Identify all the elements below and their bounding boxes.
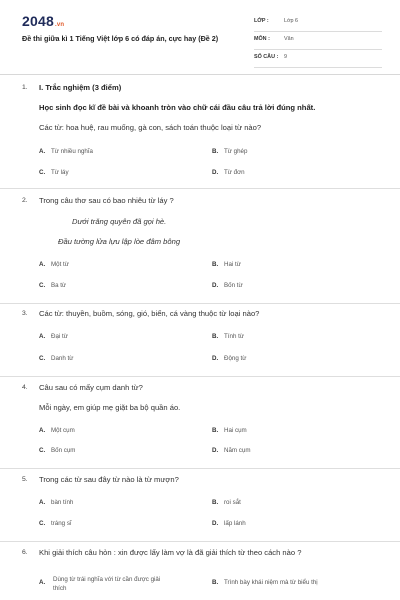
verse-line-1: Dưới trăng quyên đã gọi hè. [72, 217, 167, 226]
option-d[interactable] [212, 169, 245, 176]
logo-tld-text: .vn [54, 22, 65, 28]
option-text: Từ đơn [224, 169, 245, 176]
section-title: I. Trắc nghiệm (3 điểm) [39, 83, 122, 92]
option-text: Tính từ [224, 333, 244, 340]
question-number: 4. [22, 384, 28, 391]
meta-label: MÔN : [254, 36, 270, 42]
question-number: 1. [22, 84, 28, 91]
option-text: Trình bày khái niệm mà từ biểu thị [224, 579, 318, 586]
option-letter: B. [212, 261, 219, 268]
option-text: Động từ [224, 355, 247, 362]
option-c[interactable] [39, 520, 72, 527]
option-text: roi sắt [224, 499, 241, 506]
option-letter: A. [39, 333, 46, 340]
option-text: Từ láy [51, 169, 69, 176]
question-4 [0, 377, 400, 469]
option-letter: B. [212, 579, 219, 586]
document-title: Đề thi giữa kì 1 Tiếng Việt lớp 6 có đáp án, cực hay (Đề 2) [22, 34, 219, 43]
option-d[interactable] [212, 282, 243, 289]
option-text: Hai từ [224, 261, 241, 268]
option-letter: A. [39, 148, 46, 155]
option-letter: A. [39, 499, 46, 506]
option-text: bàn tính [51, 499, 74, 506]
meta-row-grade [254, 14, 382, 32]
option-letter: C. [39, 282, 46, 289]
option-c[interactable] [39, 447, 75, 454]
option-letter: A. [39, 427, 46, 434]
option-letter: A. [39, 261, 46, 268]
option-b[interactable] [212, 579, 318, 586]
meta-value: Lớp 6 [284, 18, 299, 24]
question-number: 2. [22, 197, 28, 204]
option-b[interactable] [212, 333, 244, 340]
option-d[interactable] [212, 447, 250, 454]
option-a[interactable] [39, 261, 69, 268]
option-text: Dùng từ trái nghĩa với từ cần được giải thích [53, 576, 161, 592]
question-text: Câu sau có mấy cụm danh từ? [39, 383, 143, 392]
option-text: Ba từ [51, 282, 67, 289]
option-a[interactable] [39, 148, 93, 155]
question-number: 3. [22, 310, 28, 317]
option-letter: C. [39, 447, 46, 454]
option-letter: D. [212, 169, 219, 176]
question-instruction: Học sinh đọc kĩ đề bài và khoanh tròn vào chữ cái đầu câu trả lời đúng nhất. [39, 103, 316, 112]
option-letter: D. [212, 447, 219, 454]
option-text: Bốn cụm [51, 447, 76, 454]
question-6 [0, 542, 400, 600]
option-text: lấp lánh [224, 520, 246, 527]
option-text: Danh từ [51, 355, 74, 362]
option-letter: C. [39, 355, 46, 362]
option-b[interactable] [212, 427, 247, 434]
question-1 [0, 74, 400, 189]
question-subtext: Mỗi ngày, em giúp mẹ giặt ba bộ quần áo. [39, 403, 181, 412]
option-a[interactable] [39, 499, 73, 506]
option-text: tráng sĩ [51, 520, 72, 527]
option-letter: C. [39, 520, 46, 527]
option-b[interactable] [212, 499, 241, 506]
option-letter: B. [212, 333, 219, 340]
question-3 [0, 304, 400, 377]
meta-value: 9 [284, 54, 287, 60]
meta-label: LỚP : [254, 18, 269, 24]
logo-main-text: 2048 [22, 13, 54, 29]
option-letter: B. [212, 427, 219, 434]
question-number: 6. [22, 549, 28, 556]
option-text: Một cụm [51, 427, 75, 434]
option-letter: B. [212, 499, 219, 506]
option-text: Từ ghép [224, 148, 248, 155]
option-letter: D. [212, 520, 219, 527]
option-letter: D. [212, 355, 219, 362]
question-text: Khi giải thích câu hỏn : xin được lấy làm vợ là đã giải thích từ theo cách nào ? [39, 548, 302, 557]
question-text: Các từ: thuyền, buồm, sóng, gió, biển, cá vàng thuộc từ loại nào? [39, 309, 260, 318]
option-a[interactable] [39, 333, 68, 340]
option-letter: B. [212, 148, 219, 155]
option-text: Hai cụm [224, 427, 247, 434]
option-text: Đại từ [51, 333, 68, 340]
option-letter: D. [212, 282, 219, 289]
page-header [0, 0, 400, 75]
exam-meta [254, 14, 382, 68]
option-letter: A. [39, 579, 46, 586]
meta-row-question-count [254, 50, 382, 68]
verse-line-2: Đầu tường lửa lựu lập lòe đâm bông [58, 237, 181, 246]
option-c[interactable] [39, 169, 69, 176]
question-number: 5. [22, 476, 28, 483]
question-text: Trong câu thơ sau có bao nhiêu từ láy ? [39, 196, 174, 205]
option-c[interactable] [39, 355, 73, 362]
site-logo[interactable] [22, 13, 64, 29]
meta-value: Văn [284, 36, 294, 42]
option-a[interactable] [39, 427, 75, 434]
option-b[interactable] [212, 261, 241, 268]
option-text: Một từ [51, 261, 69, 268]
question-5 [0, 469, 400, 542]
option-text: Bốn từ [224, 282, 243, 289]
meta-label: SỐ CÂU : [254, 54, 279, 60]
option-letter: C. [39, 169, 46, 176]
option-text: Từ nhiều nghĩa [51, 148, 93, 155]
option-b[interactable] [212, 148, 247, 155]
option-d[interactable] [212, 520, 246, 527]
option-text: Năm cụm [224, 447, 251, 454]
question-2 [0, 189, 400, 304]
option-d[interactable] [212, 355, 246, 362]
meta-row-subject [254, 32, 382, 50]
question-text: Trong các từ sau đây từ nào là từ mượn? [39, 475, 179, 484]
question-text: Các từ: hoa huệ, rau muống, gà con, sách toán thuộc loại từ nào? [39, 123, 262, 132]
option-c[interactable] [39, 282, 66, 289]
